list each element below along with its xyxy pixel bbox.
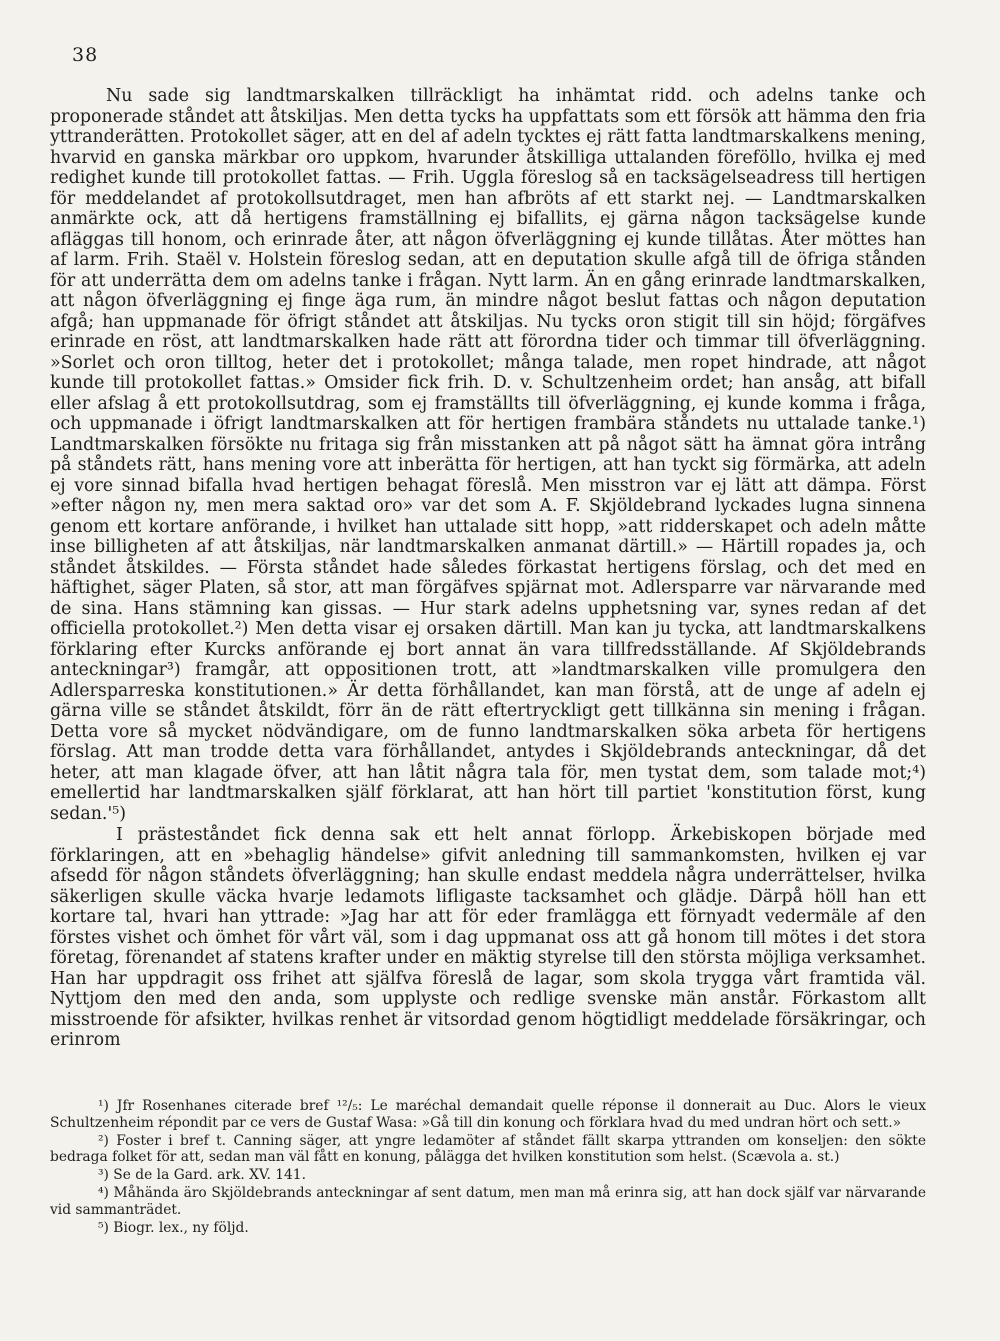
footnote-1: ¹) Jfr Rosenhanes citerade bref ¹²/₅: Le maréchal demandait quelle réponse il donnerait au Duc. Alors le vieux Schultzenheim répondit par ce vers de Gustaf Wasa: »Gå till din konung och förklara hvad du med undran hört och sett.» bbox=[50, 1098, 926, 1131]
paragraph-landtmarskalken: Nu sade sig landtmarskalken tillräckligt ha inhämtat ridd. och adelns tanke och proponerade ståndet att åtskiljas. Men detta tycks ha uppfattats som ett försök att hämma den fria yttranderätten. Protokollet säger, att en del af adeln tycktes ej rätt fatta landtmarskalkens mening, hvarvid en ganska märkbar oro uppkom, hvarunder åtskilliga uttalanden föreföllo, hvilka ej med redighet kunde till protokollet fattas. — Frih. Uggla föreslog så en tacksägelseadress till hertigen för meddelandet af protokollsutdraget, men han afbröts af ett starkt nej. — Landtmarskalken anmärkte ock, att då hertigens framställning ej bifallits, ej gärna någon tacksägelse kunde afläggas till honom, och erinrade åter, att någon öfverläggning ej kunde tillåtas. Åter möttes han af larm. Frih. Staël v. Holstein föreslog sedan, att en deputation skulle afgå till de öfriga stånden för att underrätta dem om adelns tanke i frågan. Nytt larm. Än en gång erinrade landtmarskalken, att någon öfverläggning ej finge äga rum, än mindre något beslut fattas och någon deputation afgå; han uppmanade för öfrigt ståndet att åtskiljas. Nu tycks oron stigit till sin höjd; förgäfves erinrade en röst, att landtmarskalken hade rätt att förordna tider och timmar till öfverläggning. »Sorlet och oron tilltog, heter det i protokollet; många talade, men ropet hindrade, att något kunde till protokollet fattas.» Omsider fick frih. D. v. Schultzenheim ordet; han ansåg, att bifall eller afslag å ett protokollsutdrag, som ej framställts till öfverläggning, ej kunde komma i fråga, och uppmanade i öfrigt landtmarskalken att för hertigen frambära ståndets nu uttalade tanke.¹) Landtmarskalken försökte nu fritaga sig från misstanken att på något sätt ha ämnat göra intrång på ståndets rätt, hans mening vore att inberätta för hertigen, att han tyckt sig förmärka, att adeln ej vore sinnad bifalla hvad hertigen behagat föreslå. Men misstron var ej lätt att dämpa. Först »efter någon ny, men mera saktad oro» var det som A. F. Skjöldebrand lyckades lugna sinnena genom ett kortare anförande, i hvilket han uttalade sitt hopp, »att ridderskapet och adeln måtte inse billigheten af att åtskiljas, när landtmarskalken anmanat därtill.» — Härtill ropades ja, och ståndet åtskildes. — Första ståndet hade således förkastat hertigens förslag, och det med en häftighet, säger Platen, så stor, att man förgäfves spjärnat mot. Adlersparre var närvarande med de sina. Hans stämning kan gissas. — Hur stark adelns upphetsning var, synes redan af det officiella protokollet.²) Men detta visar ej orsaken därtill. Man kan ju tycka, att landtmarskalkens förklaring efter Kurcks anförande ej bort annat än vara tillfredsställande. Af Skjöldebrands anteckningar³) framgår, att oppositionen trott, att »landtmarskalken ville promulgera den Adlersparreska konstitutionen.» Är detta förhållandet, kan man förstå, att de unge af adeln ej gärna ville se ståndet åtskildt, förr än de rätt eftertryckligt gett tillkänna sin mening i frågan. Detta vore så mycket nödvändigare, om de funno landtmarskalken söka arbeta för hertigens förslag. Att man trodde detta vara förhållandet, antydes i Skjöldebrands anteckningar, då det heter, att man klagade öfver, att han låtit några tala för, men tystat dem, som talade mot;⁴) emellertid har landtmarskalken själf förklarat, att han hört till partiet 'konstitution först, kung sedan.'⁵) bbox=[50, 86, 926, 824]
footnote-5: ⁵) Biogr. lex., ny följd. bbox=[98, 1219, 249, 1236]
footnote-2: ²) Foster i bref t. Canning säger, att yngre ledamöter af ståndet fällt skarpa yttranden om konseljen: den sökte bedraga folket för att, sedan man väl fått en konung, pålägga det hvilken konstitution som helst. (Scævola a. st.) bbox=[50, 1132, 926, 1166]
page-number: 38 bbox=[72, 44, 99, 66]
body-text bbox=[50, 86, 926, 1051]
paragraph-prasteståndet: I prästeståndet fick denna sak ett helt annat förlopp. Ärkebiskopen började med förklaringen, att en »behaglig händelse» gifvit anledning till sammankomsten, hvilken ej var afsedd för någon ståndets öfverläggning; han skulle endast meddela några underrättelser, hvilka säkerligen skulle väcka hvarje ledamots lifligaste tacksamhet och glädje. Därpå höll han ett kortare tal, hvari han yttrade: »Jag har att för eder framlägga ett förnyadt vedermäle af den förstes vishet och ömhet för vårt väl, som i dag uppmanat oss att gå honom till mötes i det stora företag, förenandet af statens krafter under en mäktig styrelse till den största möjliga verksamhet. Han har uppdragit oss frihet att själfva föreslå de lagar, som skola trygga vårt framtida väl. Nyttjom den med den anda, som upplyste och redlige svenske män anstår. Förkastom allt misstroende för afsikter, hvilkas renhet är vitsordad genom högtidligt meddelade försäkringar, och erinrom bbox=[50, 825, 926, 1050]
footnotes bbox=[50, 1098, 926, 1237]
footnote-3: ³) Se de la Gard. ark. XV. 141. bbox=[98, 1167, 306, 1184]
footnote-4: ⁴) Måhända äro Skjöldebrands anteckningar af sent datum, men man må erinra sig, att han dock själf var närvarande vid sammanträdet. bbox=[50, 1184, 926, 1218]
